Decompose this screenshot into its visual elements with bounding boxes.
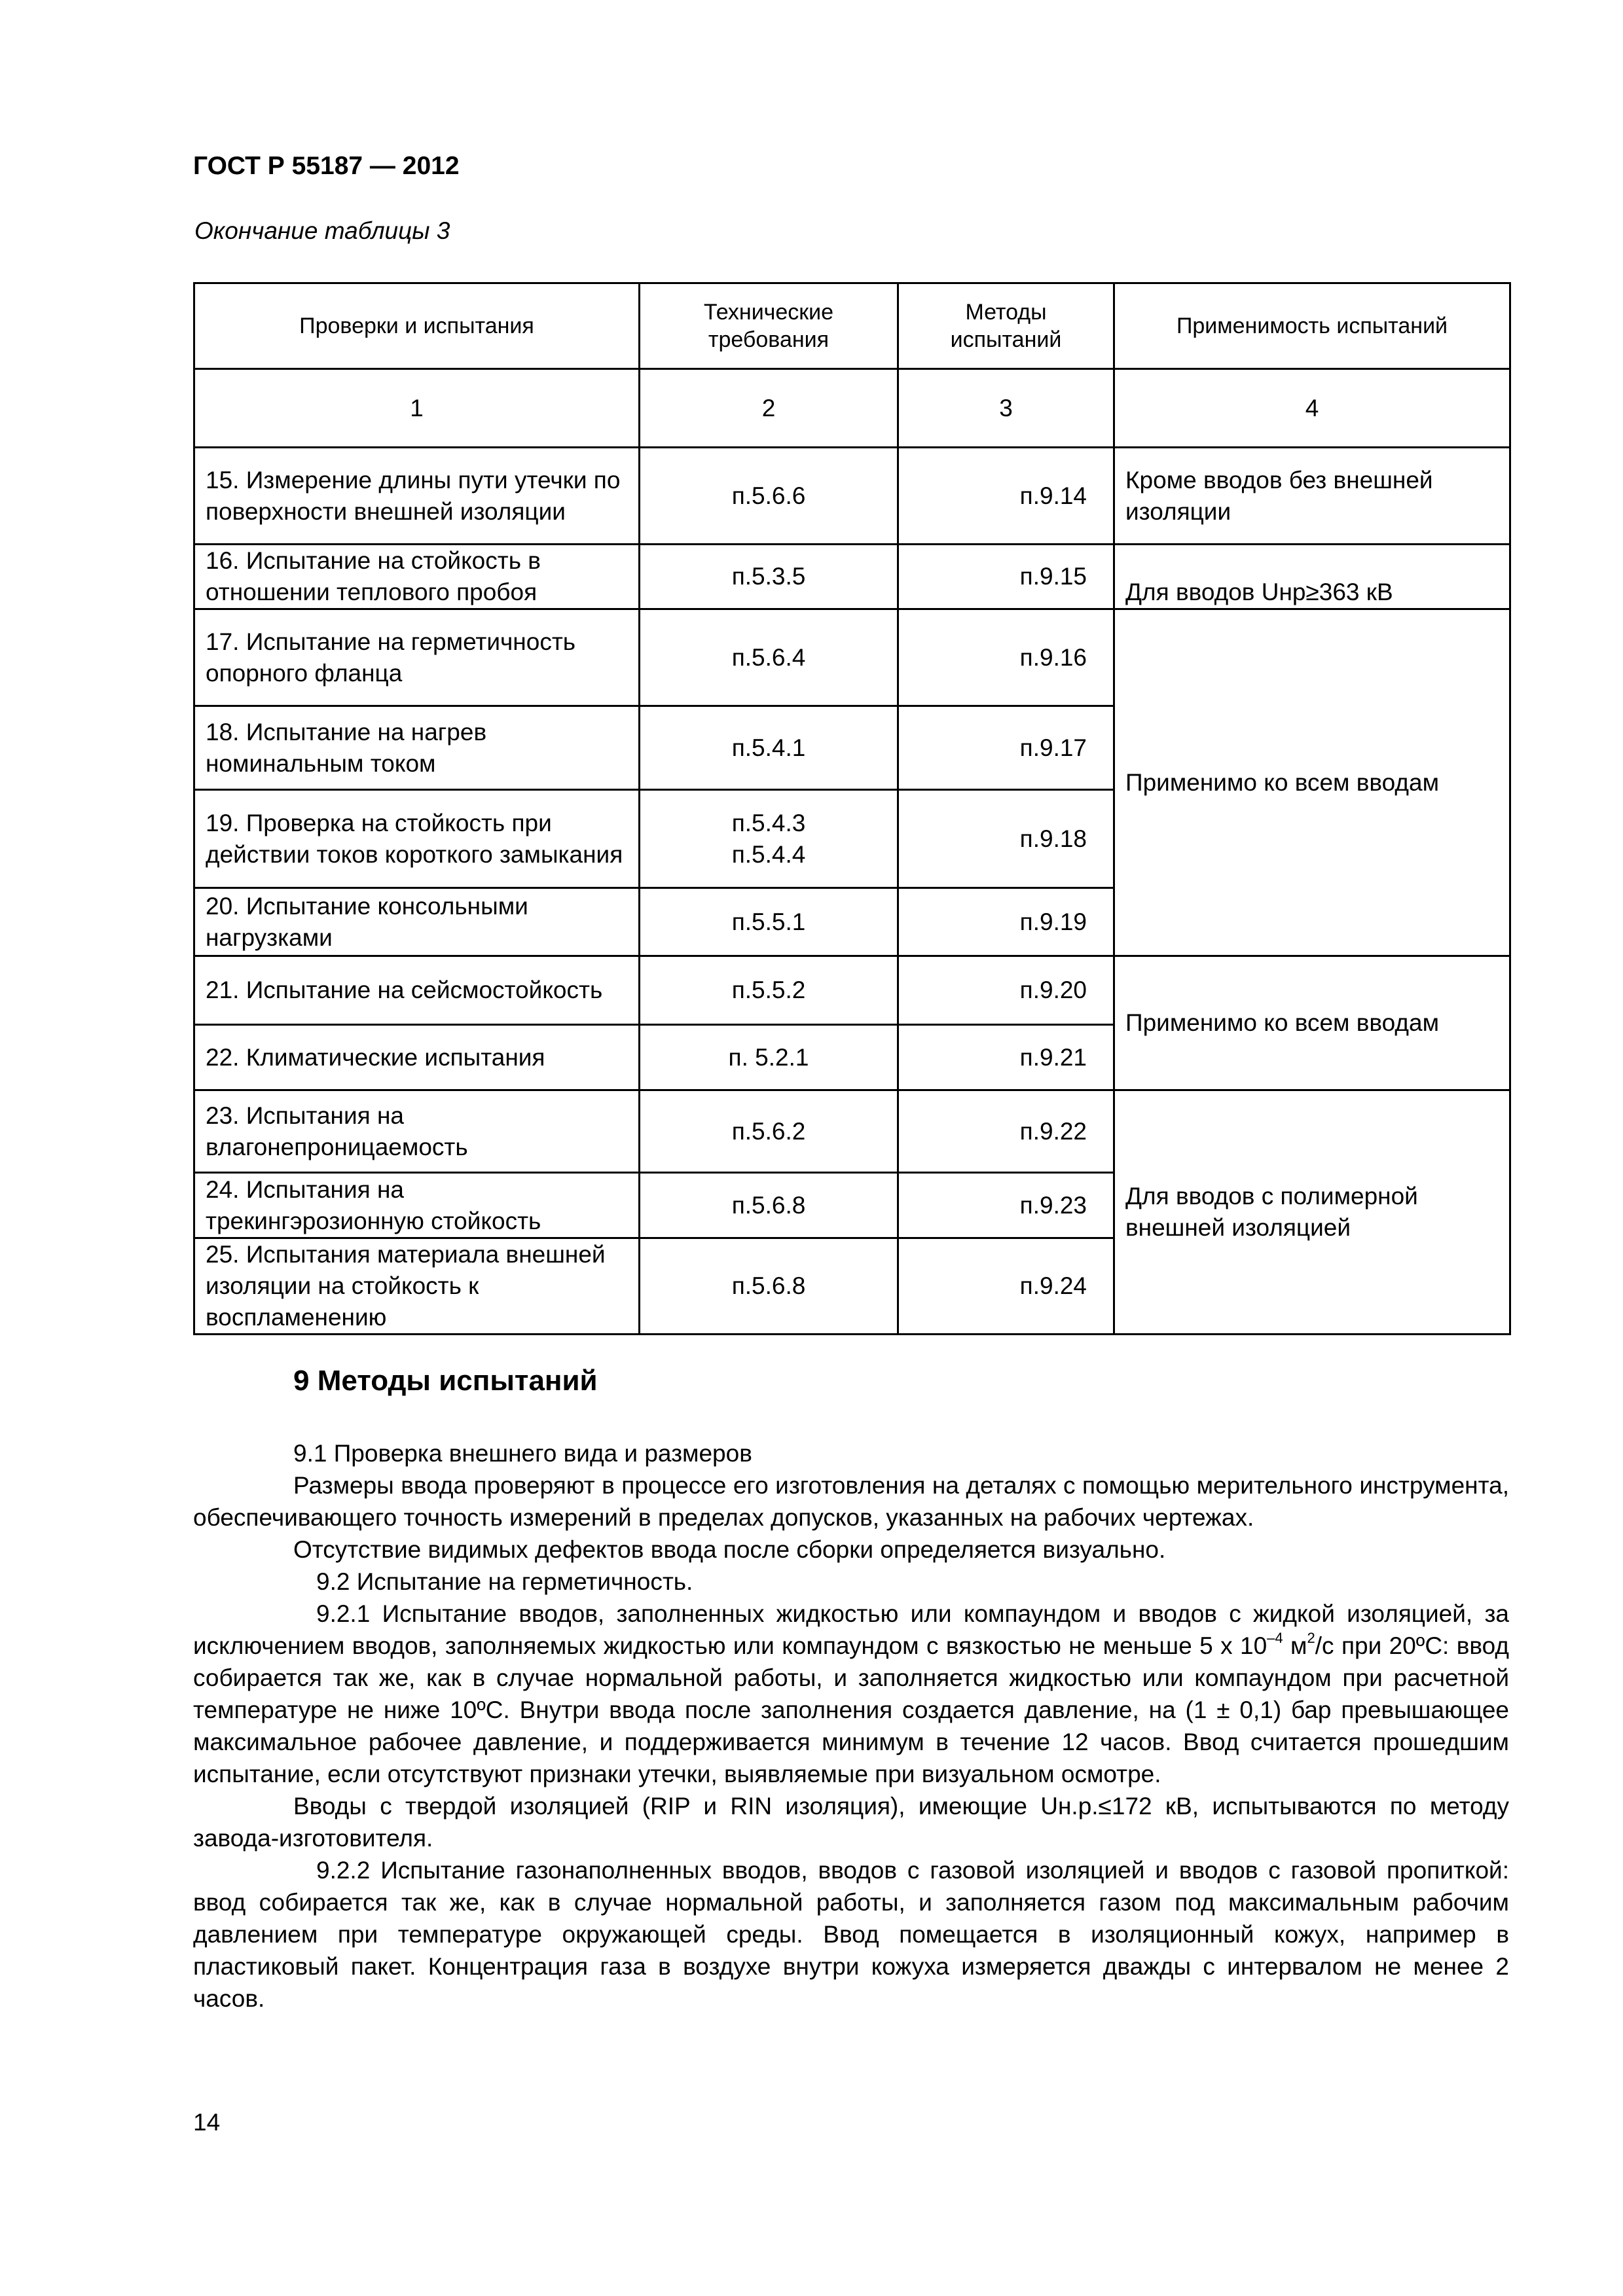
page-number: 14 <box>193 2109 221 2136</box>
subsection-title-9-1: 9.1 Проверка внешнего вида и размеров <box>293 1440 752 1467</box>
paragraph: Отсутствие видимых дефектов ввода после сборки определяется визуально. <box>293 1536 1166 1563</box>
document-header: ГОСТ Р 55187 — 2012 <box>193 152 460 180</box>
method-ref: п.9.19 <box>898 888 1114 956</box>
table-row <box>194 609 1510 706</box>
test-name: 24. Испытания на трекингэрозионную стойкость <box>194 1173 640 1238</box>
paragraph: Размеры ввода проверяют в процессе его изготовления на деталях с помощью мерительного инструмента, обеспечивающего точность измерений в пределах допусков, указанных на рабочих чертежах. <box>193 1472 1509 1531</box>
test-name: 17. Испытание на герметичность опорного фланца <box>194 609 640 706</box>
test-name: 25. Испытания материала внешней изоляции на стойкость к воспламенению <box>194 1238 640 1335</box>
method-ref: п.9.15 <box>898 545 1114 609</box>
exponent: –4 <box>1267 1629 1283 1646</box>
requirement-ref: п.5.6.2 <box>640 1090 898 1173</box>
test-name: 19. Проверка на стойкость при действии токов короткого замыкания <box>194 790 640 888</box>
applicability: Применимо ко всем вводам <box>1114 956 1510 1090</box>
applicability: Для вводов Uнр≥363 кВ <box>1114 545 1510 609</box>
requirement-ref: п.5.6.8 <box>640 1238 898 1335</box>
method-ref: п.9.22 <box>898 1090 1114 1173</box>
test-name: 15. Измерение длины пути утечки по поверхности внешней изоляции <box>194 448 640 545</box>
method-ref: п.9.23 <box>898 1173 1114 1238</box>
header-methods: Методы испытаний <box>898 283 1114 369</box>
requirement-ref: п. 5.2.1 <box>640 1025 898 1090</box>
test-name: 22. Климатические испытания <box>194 1025 640 1090</box>
table-caption: Окончание таблицы 3 <box>194 217 450 244</box>
paragraph-text: 9.2.1 Испытание вводов, заполненных жидкостью или компаундом и вводов с жидкой изоляцией, за исключением вводов, заполняемых жидкостью или компаундом с вязкостью не меньше 5 х 10 <box>193 1600 1509 1659</box>
paragraph-9-2-2: 9.2.2 Испытание газонаполненных вводов, вводов с газовой изоляцией и вводов с газовой пропиткой: ввод собирается так же, как в случае нормальной работы, и заполняется газом под максимальным рабочим давлением при температуре окружающей среды. Ввод помещается в изоляционный кожух, например в пластиковый пакет. Концентрация газа в воздухе внутри кожуха измеряется дважды с интервалом не менее 2 часов. <box>193 1857 1509 2012</box>
col-number: 4 <box>1114 369 1510 448</box>
method-ref: п.9.17 <box>898 706 1114 790</box>
section-title: 9 Методы испытаний <box>293 1365 598 1397</box>
requirement-ref: п.5.6.6 <box>640 448 898 545</box>
test-name: 23. Испытания на влагонепроницаемость <box>194 1090 640 1173</box>
header-requirements: Технические требования <box>640 283 898 369</box>
method-ref: п.9.14 <box>898 448 1114 545</box>
method-ref: п.9.20 <box>898 956 1114 1025</box>
requirement-ref: п.5.6.8 <box>640 1173 898 1238</box>
test-name: 18. Испытание на нагрев номинальным током <box>194 706 640 790</box>
unit-text: м <box>1283 1632 1307 1659</box>
header-applicability: Применимость испытаний <box>1114 283 1510 369</box>
requirement-ref: п.5.3.5 <box>640 545 898 609</box>
table-row <box>194 956 1510 1025</box>
table-row <box>194 545 1510 609</box>
requirement-ref <box>640 790 898 888</box>
method-ref: п.9.16 <box>898 609 1114 706</box>
col-number: 1 <box>194 369 640 448</box>
requirement-ref: п.5.4.1 <box>640 706 898 790</box>
table-row <box>194 1090 1510 1173</box>
header-tests: Проверки и испытания <box>194 283 640 369</box>
paragraph-text: /с при 20ºС: ввод собирается так же, как в случае нормальной работы, и заполняется жидкостью или компаундом при расчетной температуре не ниже 10ºС. Внутри ввода после заполнения создается давление, на (1 ± 0,1) бар превышающее максимальное рабочее давление, и поддерживается минимум в течение 12 часов. Ввод считается прошедшим испытание, если отсутствуют признаки утечки, выявляемые при визуальном осмотре. <box>193 1632 1509 1787</box>
exponent: 2 <box>1307 1629 1315 1646</box>
requirement-ref-1: п.5.4.3 <box>731 809 806 836</box>
test-name: 21. Испытание на сейсмостойкость <box>194 956 640 1025</box>
col-number: 2 <box>640 369 898 448</box>
subsection-title-9-2: 9.2 Испытание на герметичность. <box>316 1568 693 1595</box>
col-number: 3 <box>898 369 1114 448</box>
paragraph: Вводы с твердой изоляцией (RIP и RIN изоляция), имеющие Uн.р.≤172 кВ, испытываются по методу завода-изготовителя. <box>193 1793 1509 1852</box>
table-number-row <box>194 369 1510 448</box>
method-ref: п.9.18 <box>898 790 1114 888</box>
test-name: 16. Испытание на стойкость в отношении теплового пробоя <box>194 545 640 609</box>
paragraph-9-2-1 <box>193 1598 1509 1790</box>
method-ref: п.9.24 <box>898 1238 1114 1335</box>
applicability: Кроме вводов без внешней изоляции <box>1114 448 1510 545</box>
test-name: 20. Испытание консольными нагрузками <box>194 888 640 956</box>
requirement-ref: п.5.6.4 <box>640 609 898 706</box>
table-3 <box>193 282 1511 1335</box>
applicability: Для вводов с полимерной внешней изоляцией <box>1114 1090 1510 1335</box>
requirement-ref: п.5.5.2 <box>640 956 898 1025</box>
method-ref: п.9.21 <box>898 1025 1114 1090</box>
applicability: Применимо ко всем вводам <box>1114 609 1510 956</box>
table-header-row <box>194 283 1510 369</box>
table-row <box>194 448 1510 545</box>
section-body <box>193 1437 1509 2015</box>
requirement-ref: п.5.5.1 <box>640 888 898 956</box>
requirement-ref-2: п.5.4.4 <box>731 840 806 868</box>
